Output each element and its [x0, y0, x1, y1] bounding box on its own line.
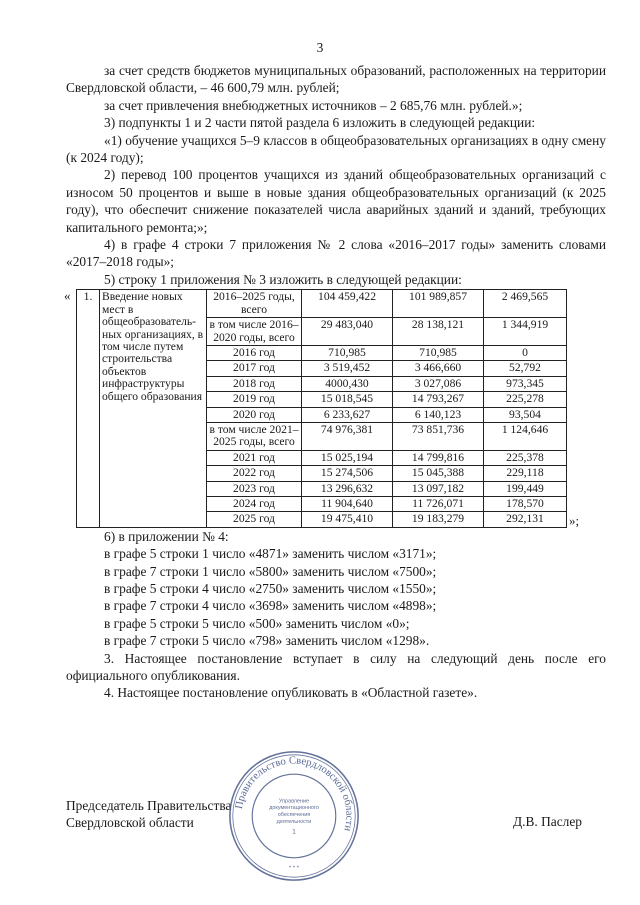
value-total-cell: 11 904,640 [302, 496, 393, 511]
period-cell: 2017 год [207, 361, 302, 376]
replacement-line: в графе 7 строки 4 число «3698» заменить числом «4898»; [104, 598, 437, 614]
seal-center-line2: документационного [269, 805, 319, 812]
paragraph-item-4: 4) в графе 4 строки 7 приложения № 2 слова «2016–2017 годы» заменить словами «2017–2018 годы»; [66, 237, 606, 270]
paragraph-publication: 4. Настоящее постановление опубликовать в «Областной газете». [104, 685, 478, 701]
value-total-cell: 104 459,422 [302, 290, 393, 318]
period-cell: 2020 год [207, 407, 302, 422]
value-total-cell: 19 475,410 [302, 512, 393, 527]
appendix-3-table-wrap [64, 289, 606, 528]
value-total-cell: 6 233,627 [302, 407, 393, 422]
period-cell: 2023 год [207, 481, 302, 496]
signatory-name: Д.В. Паслер [513, 814, 582, 829]
replacement-line: в графе 5 строки 4 число «2750» заменить числом «1550»; [104, 581, 437, 596]
seal-center-line1: Управление [278, 798, 310, 805]
value-local-cell: 93,504 [484, 407, 567, 422]
signature-title [66, 797, 231, 832]
value-local-cell: 178,570 [484, 496, 567, 511]
value-total-cell: 710,985 [302, 345, 393, 360]
period-cell: 2016–2025 годы, всего [207, 290, 302, 318]
period-cell: 2018 год [207, 376, 302, 391]
document-body [66, 62, 606, 702]
close-mark: »; [569, 512, 580, 528]
signature-title-line1: Председатель Правительства [66, 798, 232, 813]
period-cell: 2024 год [207, 496, 302, 511]
value-local-cell: 225,378 [484, 450, 567, 465]
seal-center-line3: обеспечения [277, 812, 311, 818]
row-number: 1. [77, 290, 100, 528]
value-regional-cell: 13 097,182 [393, 481, 484, 496]
table-row [64, 290, 593, 318]
page-number: 3 [316, 40, 324, 55]
paragraph-item-6: 6) в приложении № 4: [104, 528, 229, 544]
period-cell: в том числе 2021–2025 годы, всего [207, 422, 302, 450]
value-total-cell: 3 519,452 [302, 361, 393, 376]
seal-center-number: 1 [292, 828, 296, 836]
appendix-3-row-1-table [64, 289, 593, 528]
value-total-cell: 15 274,506 [302, 466, 393, 481]
value-local-cell: 0 [484, 345, 567, 360]
value-local-cell: 292,131 [484, 512, 567, 527]
value-regional-cell: 28 138,121 [393, 318, 484, 346]
paragraph-subitem-2: 2) перевод 100 процентов учащихся из зданий общеобразовательных организаций с износом 50 процентов и выше в новые здания общеобразовательных организаций (к 2025 году), что обеспечит снижение показателей числа аварийных зданий и зданий, требующих капитального ремонта;»; [66, 167, 606, 235]
official-seal [226, 748, 362, 884]
value-total-cell: 74 976,381 [302, 422, 393, 450]
replacement-line: в графе 5 строки 5 число «500» заменить числом «0»; [104, 615, 410, 631]
value-regional-cell: 3 466,660 [393, 361, 484, 376]
signature-title-line2: Свердловской области [66, 815, 194, 831]
period-cell: 2019 год [207, 392, 302, 407]
value-total-cell: 4000,430 [302, 376, 393, 391]
value-regional-cell: 19 183,279 [393, 512, 484, 527]
value-regional-cell: 14 799,816 [393, 450, 484, 465]
paragraph-extrabudgetary: за счет привлечения внебюджетных источников – 2 685,76 млн. рублей.»; [104, 97, 523, 113]
value-regional-cell: 710,985 [393, 345, 484, 360]
value-total-cell: 15 018,545 [302, 392, 393, 407]
replacement-line: в графе 7 строки 1 число «5800» заменить числом «7500»; [104, 563, 437, 579]
seal-center-line4: деятельности [276, 818, 312, 825]
value-local-cell: 2 469,565 [484, 290, 567, 318]
period-cell: 2016 год [207, 345, 302, 360]
seal-bottom-stars: * * * [288, 865, 300, 872]
value-regional-cell: 101 989,857 [393, 290, 484, 318]
value-local-cell: 1 124,646 [484, 422, 567, 450]
value-regional-cell: 6 140,123 [393, 407, 484, 422]
value-local-cell: 52,792 [484, 361, 567, 376]
period-cell: в том числе 2016–2020 годы, всего [207, 318, 302, 346]
value-regional-cell: 15 045,388 [393, 466, 484, 481]
value-total-cell: 29 483,040 [302, 318, 393, 346]
period-cell: 2022 год [207, 466, 302, 481]
value-local-cell: 229,118 [484, 466, 567, 481]
value-regional-cell: 73 851,736 [393, 422, 484, 450]
value-total-cell: 15 025,194 [302, 450, 393, 465]
value-total-cell: 13 296,632 [302, 481, 393, 496]
value-regional-cell: 3 027,086 [393, 376, 484, 391]
paragraph-subitem-1: «1) обучение учащихся 5–9 классов в общеобразовательных организациях в одну смену (к 2024 году); [66, 132, 606, 166]
replacement-line: в графе 5 строки 1 число «4871» заменить числом «3171»; [104, 546, 437, 562]
replacement-line: в графе 7 строки 5 число «798» заменить числом «1298». [104, 633, 430, 649]
paragraph-item-5: 5) строку 1 приложения № 3 изложить в следующей редакции: [104, 271, 462, 287]
open-quote: « [64, 287, 71, 303]
value-local-cell: 1 344,919 [484, 318, 567, 346]
seal-ring-text: Правительство Свердловской области [232, 754, 356, 833]
value-local-cell: 199,449 [484, 481, 567, 496]
paragraph-municipal-budgets: за счет средств бюджетов муниципальных образований, расположенных на территории Свердловской области, – 46 600,79 млн. рублей; [66, 63, 606, 96]
value-local-cell: 225,278 [484, 392, 567, 407]
period-cell: 2025 год [207, 512, 302, 527]
paragraph-effective-date: 3. Настоящее постановление вступает в силу на следующий день после его официального опубликования. [66, 650, 606, 684]
value-regional-cell: 14 793,267 [393, 392, 484, 407]
paragraph-item-3: 3) подпункты 1 и 2 части пятой раздела 6 изложить в следующей редакции: [104, 115, 536, 131]
value-regional-cell: 11 726,071 [393, 496, 484, 511]
period-cell: 2021 год [207, 450, 302, 465]
value-local-cell: 973,345 [484, 376, 567, 391]
measure-description: Введение новых мест в общеобразователь-ных организациях, в том числе путем строительства объектов инфраструктуры общего образования [100, 290, 207, 528]
